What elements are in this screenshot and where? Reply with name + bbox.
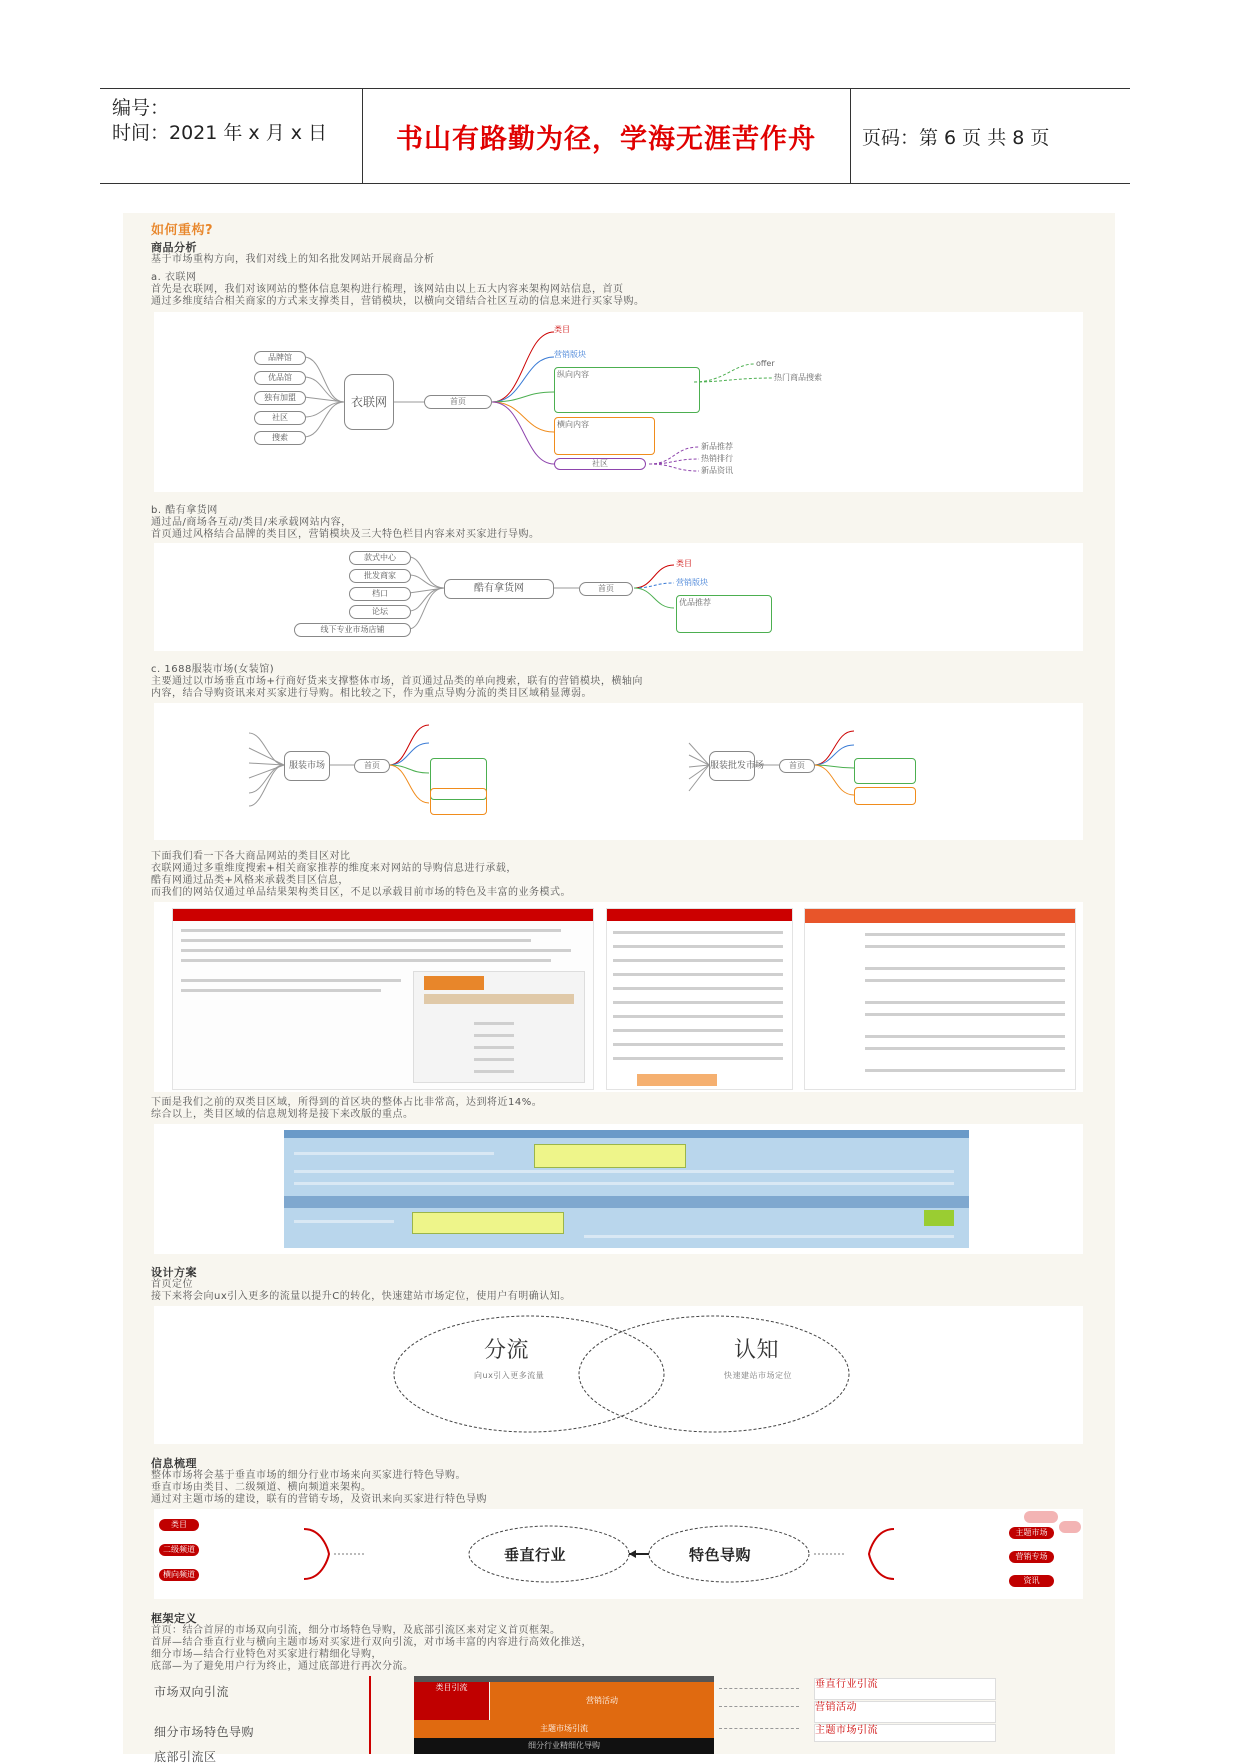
venn-right-sub: 快速建站市场定位 <box>724 1371 792 1380</box>
c1-hub: 首页 <box>354 759 390 773</box>
frame-title: 框架定义 <box>151 1612 197 1625</box>
map-node-community: 社区 <box>254 411 306 425</box>
map-extra-new: 新品推荐 <box>701 442 733 451</box>
category-comparison-screens <box>154 902 1083 1092</box>
screenshot-market-category <box>804 908 1076 1090</box>
compare-paragraph-4: 而我们的网站仅通过单品结果架构类目区，不足以承载目前市场的特色及丰富的业务模式。 <box>151 887 571 898</box>
map-node-quality: 优品馆 <box>254 371 306 385</box>
venn-panel <box>154 1306 1083 1444</box>
info-vertical-label: 垂直行业 <box>504 1546 567 1564</box>
b-title: b. 酷有拿货网 <box>151 505 218 516</box>
frame-right-2: 营销活动 <box>814 1701 996 1723</box>
c-paragraph-1: 主要通过以市场垂直市场+行商好货来支撑整体市场，首页通过品类的单向搜索，联有的营销模块，横轴向 <box>151 676 643 687</box>
frame-right-1: 垂直行业引流 <box>814 1678 996 1700</box>
compare-paragraph-3: 酷有网通过品类+风格来承载类目区信息， <box>151 875 349 886</box>
design-subtitle: 首页定位 <box>151 1279 193 1290</box>
frame-left-1: 市场双向引流 <box>154 1685 230 1699</box>
frame-right-3: 主题市场引流 <box>814 1724 996 1742</box>
map-branch-category: 类目 <box>554 325 570 334</box>
info-bubble <box>1024 1511 1058 1523</box>
frame-left-3: 底部引流区 <box>154 1750 217 1764</box>
screenshot-yilian-category <box>172 908 594 1090</box>
old-category-screenshot <box>284 1130 969 1248</box>
frame-paragraph-4: 底部—为了避免用户行为终止，通过底部进行再次分流。 <box>151 1661 414 1672</box>
header-motto-cell <box>362 89 851 183</box>
kuyou-branch-picks: 优品推荐 <box>676 595 772 633</box>
frame-subdivide-block: 细分行业精细化导购 <box>414 1738 714 1754</box>
c1-horizontal-box <box>430 788 487 815</box>
serial-label: 编号： <box>112 97 170 119</box>
frame-paragraph-1: 首页：结合首屏的市场双向引流，细分市场特色导购，及底部引流区来对定义首页框架。 <box>151 1625 561 1636</box>
frame-paragraph-2: 首屏—结合垂直行业与横向主题市场对买家进行双向引流，对市场丰富的内容进行高效化推送， <box>151 1637 592 1648</box>
info-right-marketing: 营销专场 <box>1009 1551 1054 1563</box>
a-paragraph-2: 通过多维度结合相关商家的方式来支撑类目，营销模块，以横向交错结合社区互动的信息来进行买家导购。 <box>151 296 645 307</box>
a-title: a. 衣联网 <box>151 272 197 283</box>
mindmap-yilianwang <box>154 312 1083 492</box>
info-paragraph-2: 垂直市场由类目、二级频道、横向频道来架构。 <box>151 1482 372 1493</box>
kuyou-node-forum: 论坛 <box>349 605 411 619</box>
old-category-screen-panel <box>154 1124 1083 1254</box>
map-branch-marketing: 营销版块 <box>554 350 586 359</box>
b-paragraph-2: 首页通过风格结合品牌的类目区，营销模块及三大特色栏目内容来对买家进行导购。 <box>151 529 540 540</box>
c2-root: 服装批发市场 <box>709 751 755 781</box>
c2-vertical-box <box>854 758 916 784</box>
venn-circles <box>154 1306 1083 1444</box>
map-root: 衣联网 <box>344 374 394 430</box>
embedded-design-document <box>123 213 1115 1764</box>
info-left-category: 类目 <box>159 1519 199 1531</box>
kuyou-branch-marketing: 营销版块 <box>676 578 708 587</box>
map-hub: 首页 <box>424 395 492 409</box>
b-paragraph-1: 通过品/商场各互动/类目/来承载网站内容， <box>151 517 352 528</box>
kuyou-node-merchant: 批发商家 <box>349 569 411 583</box>
info-bubble <box>1059 1521 1081 1533</box>
c1-root: 服装市场 <box>284 751 330 781</box>
info-feature-label: 特色导购 <box>689 1546 752 1564</box>
frame-theme-block: 主题市场引流 <box>414 1720 714 1738</box>
map-node-search: 搜索 <box>254 431 306 445</box>
c2-horizontal-box <box>854 787 916 805</box>
frame-paragraph-3: 细分市场—结合行业特色对买家进行精细化导购， <box>151 1649 382 1660</box>
map-branch-vertical: 纵向内容 <box>554 367 700 413</box>
old-category-paragraph-2: 综合以上，类目区域的信息规划将是接下来改版的重点。 <box>151 1109 414 1120</box>
map-node-brand: 品牌馆 <box>254 351 306 365</box>
venn-right-label: 认知 <box>734 1338 780 1363</box>
yilian-category-bar <box>173 909 593 921</box>
info-title: 信息梳理 <box>151 1457 197 1470</box>
map-node-join: 独有加盟 <box>254 391 306 405</box>
info-right-theme: 主题市场 <box>1009 1527 1054 1539</box>
design-title: 设计方案 <box>151 1266 197 1279</box>
time-label: 时间：2021 年 x 月 x 日 <box>112 122 328 144</box>
venn-left-label: 分流 <box>484 1338 530 1363</box>
design-paragraph: 接下来将会向ux引入更多的流量以提升C的转化，快速建站市场定位，使用户有明确认知。 <box>151 1291 571 1302</box>
screenshot-1688-category <box>606 908 793 1090</box>
map-extra-hot: 热门商品搜索 <box>774 373 822 382</box>
page-number: 页码：第 6 页 共 8 页 <box>862 126 1050 149</box>
kuyou-root: 酷有拿货网 <box>444 579 554 599</box>
c2-hub: 首页 <box>779 759 815 773</box>
frame-marketing-block: 营销活动 <box>490 1682 714 1720</box>
info-paragraph-3: 通过对主题市场的建设，联有的营销专场，及资讯来向买家进行特色导购 <box>151 1494 487 1505</box>
info-connectors <box>154 1509 1083 1599</box>
info-paragraph-1: 整体市场将会基于垂直市场的细分行业市场来向买家进行特色导购。 <box>151 1470 466 1481</box>
info-left-horizontal: 横向频道 <box>159 1569 199 1581</box>
kuyou-branch-category: 类目 <box>676 559 692 568</box>
motto: 书山有路勤为径，学海无涯苦作舟 <box>396 123 816 155</box>
map-extra-rank: 热销排行 <box>701 454 733 463</box>
venn-left-sub: 向ux引入更多流量 <box>474 1371 545 1380</box>
document-header <box>100 88 1130 184</box>
header-page-cell <box>850 89 1130 183</box>
info-right-news: 资讯 <box>1009 1575 1054 1587</box>
doc-heading: 如何重构? <box>151 223 214 238</box>
mindmap-1688 <box>154 703 1083 840</box>
kuyou-hub: 首页 <box>579 582 633 596</box>
framework-diagram <box>154 1676 1083 1764</box>
kuyou-category-panel <box>413 971 585 1083</box>
old-category-paragraph-1: 下面是我们之前的双类目区域，所得到的首区块的整体占比非常高，达到将近14%。 <box>151 1097 543 1108</box>
compare-paragraph-1: 下面我们看一下各大商品网站的类目区对比 <box>151 851 351 862</box>
kuyou-node-offline: 线下专业市场店铺 <box>294 623 411 637</box>
frame-left-2: 细分市场特色导购 <box>154 1725 255 1739</box>
header-meta-cell <box>100 89 363 183</box>
mindmap-b-connectors <box>154 543 1083 651</box>
kuyou-node-style: 款式中心 <box>349 551 411 565</box>
mindmap-kuyou <box>154 543 1083 651</box>
frame-category-block: 类目引流 <box>414 1682 489 1720</box>
info-left-channel: 二级频道 <box>159 1544 199 1556</box>
map-branch-horizontal: 横向内容 <box>554 417 655 455</box>
map-extra-news: 新品资讯 <box>701 466 733 475</box>
sec1-title: 商品分析 <box>151 241 197 254</box>
sec1-intro: 基于市场重构方向，我们对线上的知名批发网站开展商品分析 <box>151 254 435 265</box>
info-diagram <box>154 1509 1083 1599</box>
map-branch-community: 社区 <box>554 458 646 470</box>
kuyou-node-stall: 档口 <box>349 587 411 601</box>
c-paragraph-2: 内容，结合导购资讯来对买家进行导购。相比较之下，作为重点导购分流的类目区域稍显薄弱。 <box>151 688 592 699</box>
c-title: c. 1688服装市场(女装馆) <box>151 664 275 675</box>
compare-paragraph-2: 衣联网通过多重维度搜索+相关商家推荐的维度来对网站的导购信息进行承载， <box>151 863 517 874</box>
map-extra-offer: offer <box>756 359 775 368</box>
a-paragraph-1: 首先是衣联网，我们对该网站的整体信息架构进行梳理，该网站由以上五大内容来架构网站信息，首页 <box>151 284 624 295</box>
frame-brace <box>369 1676 371 1754</box>
